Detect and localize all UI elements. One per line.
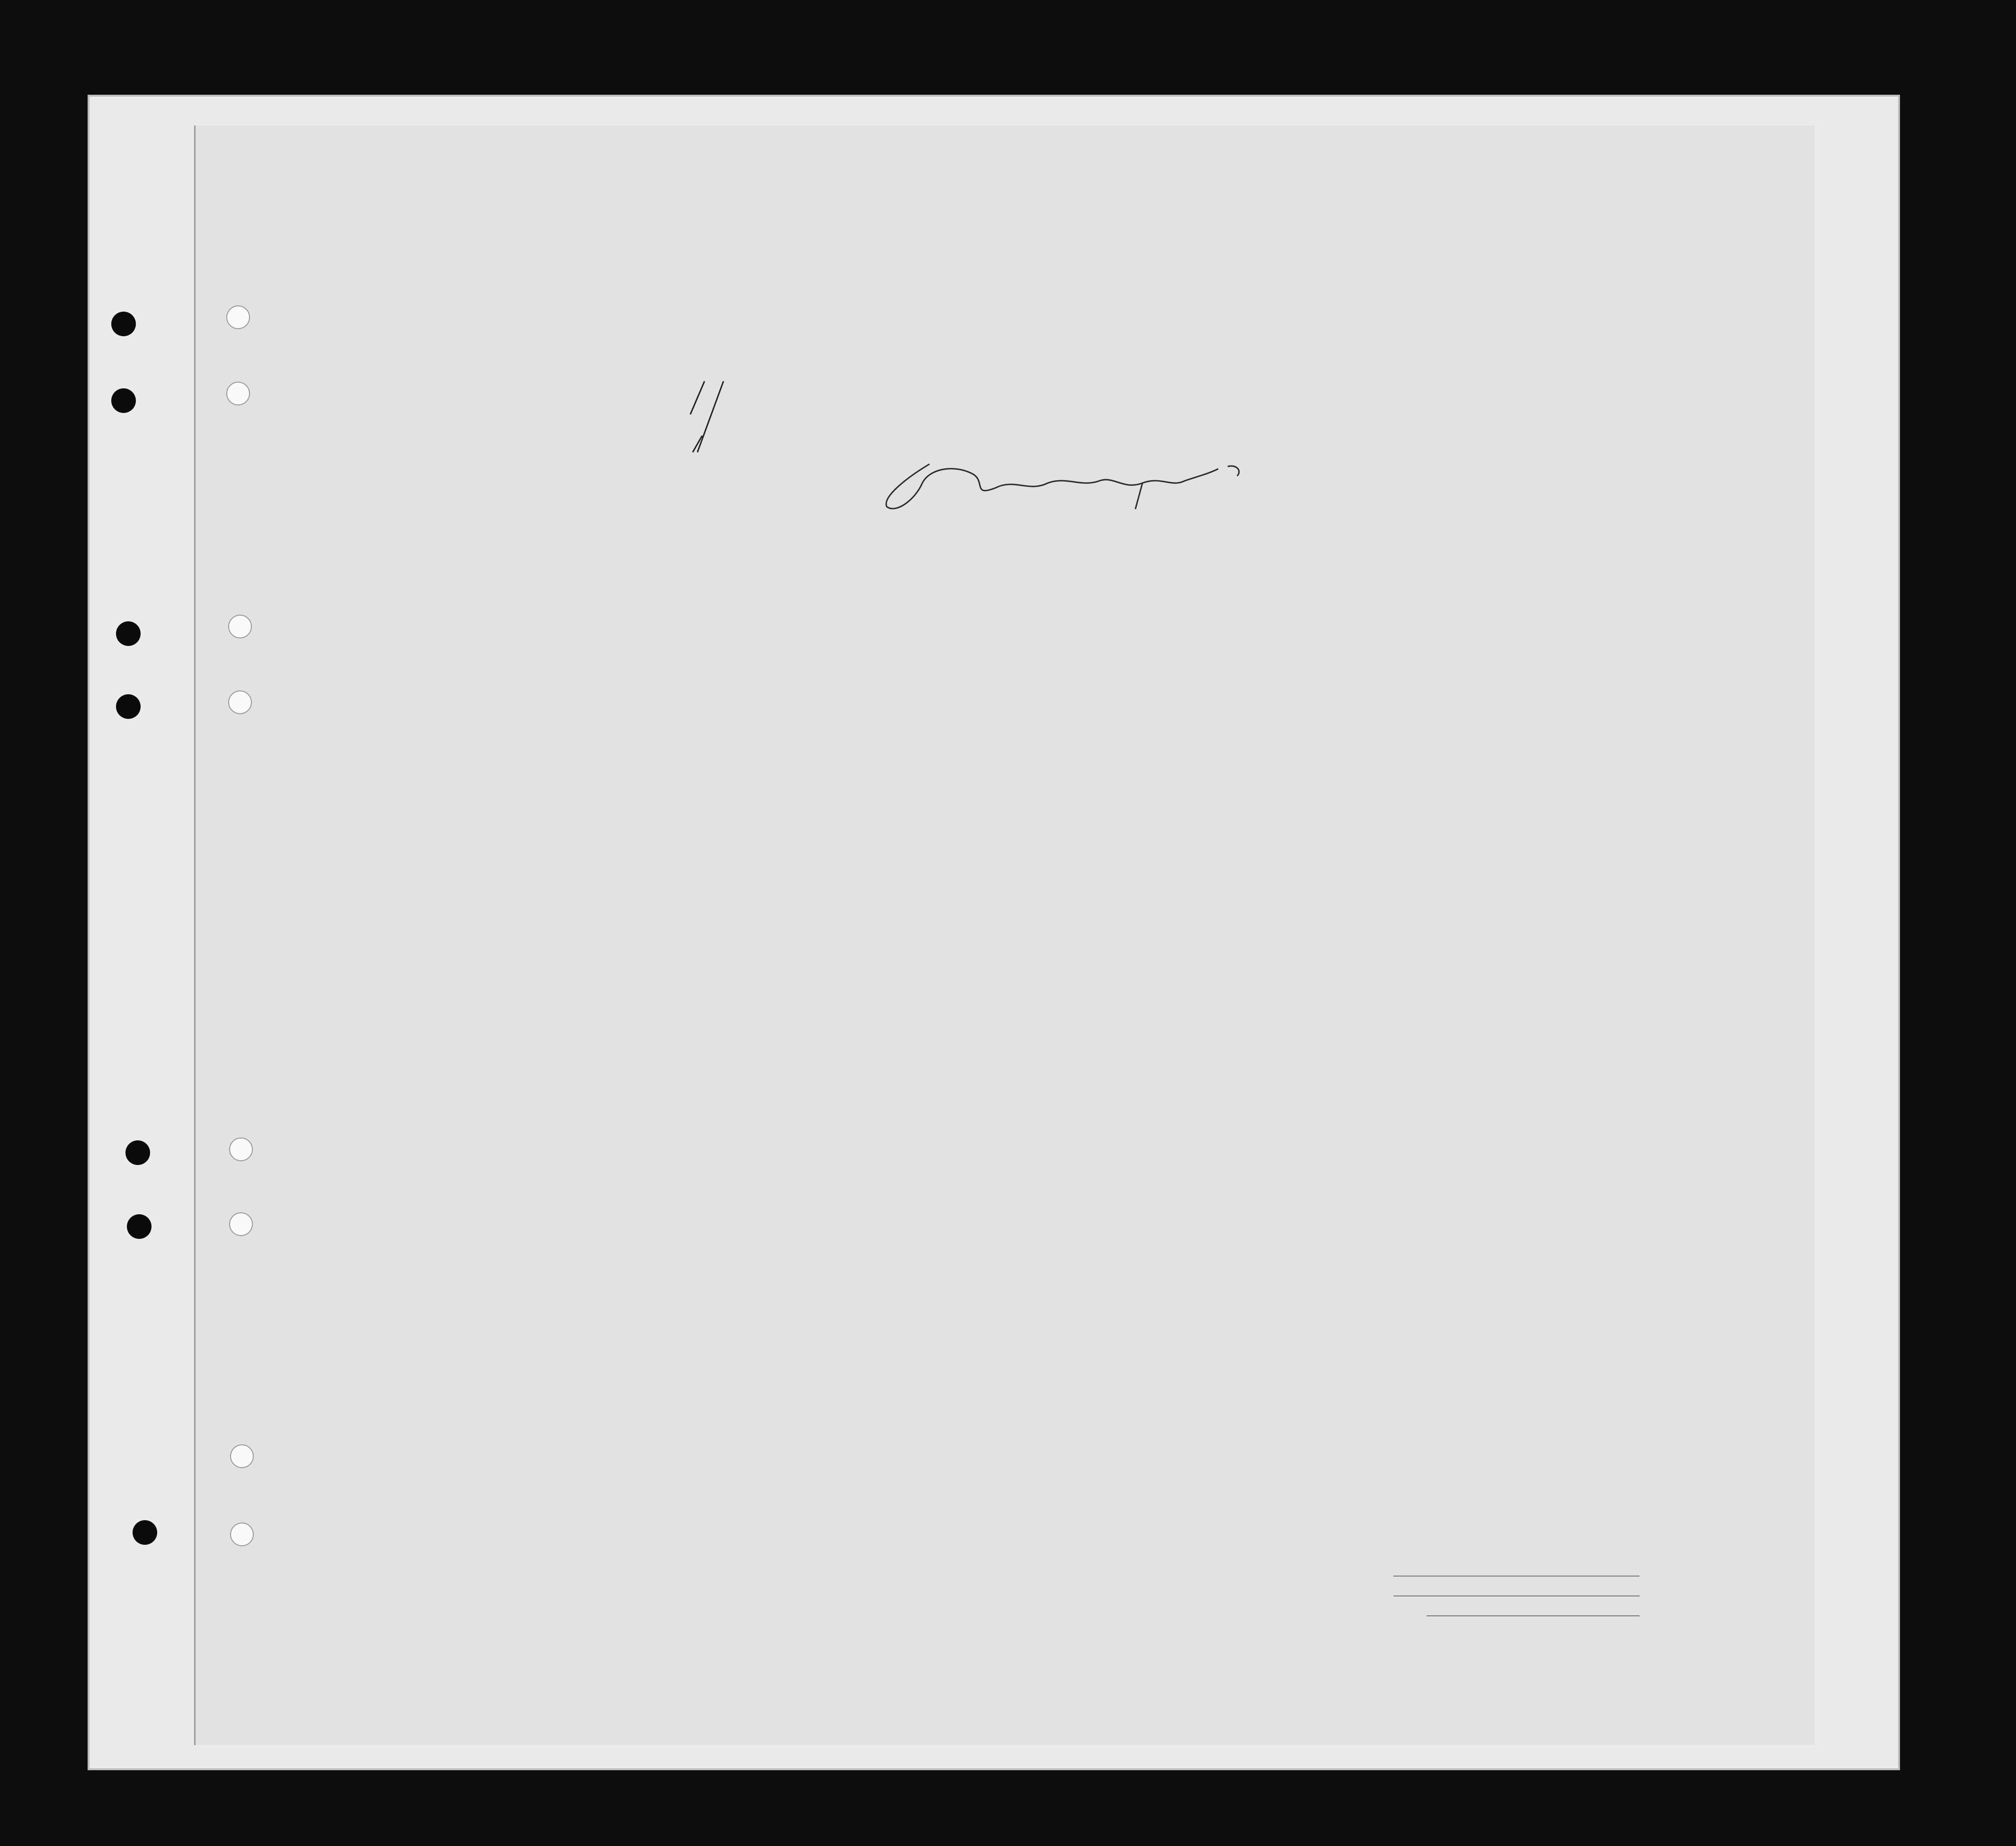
binder-hole — [127, 1214, 152, 1239]
binder-hole — [125, 1140, 150, 1165]
binder-hole — [111, 312, 136, 336]
punch-hole — [226, 305, 250, 329]
punch-hole — [229, 1212, 253, 1236]
owners-rule — [1393, 1595, 1640, 1596]
ditto-marks — [196, 125, 1815, 1745]
punch-hole — [230, 1444, 254, 1468]
manifest-page — [194, 125, 1815, 1745]
inspector-signature — [877, 455, 1266, 516]
punch-hole — [228, 615, 252, 638]
binder-hole — [116, 694, 141, 719]
punch-hole — [228, 690, 252, 714]
binder-hole — [133, 1520, 157, 1545]
punch-hole — [226, 382, 250, 405]
punch-hole — [230, 1523, 254, 1546]
binder-hole — [111, 388, 136, 413]
punch-hole — [229, 1138, 253, 1161]
line-rule — [1393, 1576, 1640, 1577]
binder-hole — [116, 621, 141, 646]
agents-rule — [1427, 1615, 1640, 1616]
